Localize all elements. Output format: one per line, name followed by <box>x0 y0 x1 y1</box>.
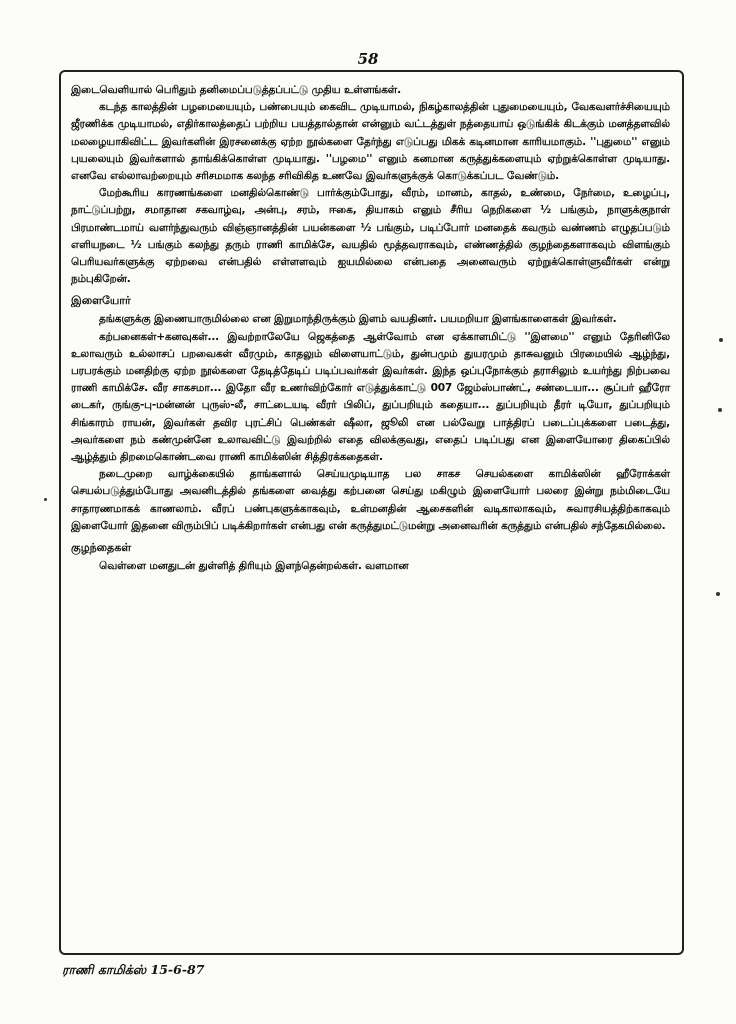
scan-speck <box>44 498 47 501</box>
scan-speck <box>718 408 722 412</box>
section-heading-children: குழந்தைகள் <box>71 541 132 555</box>
youth-paragraph: கற்பனைகள்+கனவுகள்... இவற்றாலேயே ஜெகத்தை ஆள்வோம் என ஏக்காளமிட்டு ''இளமை'' எனும் தேரினிலே உலாவரும் உல்லாசப் பறவைகள் வீரமும், காதலும் விளையாட்டும், துன்பமும் துயரமும் தாசுவனும் பிரமையில் ஆழ்ந்து, பரபரக்கும் மனதிற்கு ஏற்ற நூல்களை தேடித்தேடிப் படிப்பவர்கள் இவர்கள். இந்த ஒப்புநோக்கும் தராசிலும் உயர்ந்து நிற்பவை ராணி காமிக்சே. வீர சாகசமா... இதோ வீர உணர்விற்கோர் எடுத்துக்காட்டு 007 ஜேம்ஸ்பாண்ட், சண்டையா... சூப்பர் ஹீரோ டைகர், ருங்கு-பு-மன்னன் புருஸ்-லீ, சாட்டையடி வீரர் பிலிப், துப்பறியும் கதையா... துப்பறியும் தீரர் டியோ, துப்பறியும் சிங்காரம் ராயன், இவர்கள் தவிர புரட்சிப் பெண்கள் ஷீலா, ஜூலி என பல்வேறு பாத்திரப் படைப்புக்களை படைத்து, அவர்களை நம் கண்முன்னே உலாவவிட்டு இவற்றில் எதை விலக்குவது, எதைப் படிப்பது என இளையோரை திகைப்பில் ஆழ்த்தும் திறமைகொண்டவை ராணி காமிக்ஸின் சித்திரக்கதைகள். <box>71 330 670 464</box>
intro-paragraph: கடந்த காலத்தின் பழமையையும், பண்பையும் கைவிட முடியாமல், நிகழ்காலத்தின் புதுமையையும், வேகவளர்ச்சியையும் ஜீரணிக்க முடியாமல், எதிர்காலத்தைப் பற்றிய பயத்தால்தான் என்னும் வட்டத்துள் நத்தையாய் ஒடுங்கிக் கிடக்கும் மனத்தளவில் மலழையாகிவிட்ட இவர்களின் இரசனைக்கு ஏற்ற நூல்களை தேர்ந்து எடுப்பது மிகக் கடினமான காரியமாகும். ''புதுமை'' எனும் புயலையும் இவர்களால் தாங்கிக்கொள்ள முடியாது. ''பழமை'' எனும் கனமான கருத்துக்களையும் ஏற்றுக்கொள்ள முடியாது. எனவே எல்லாவற்றையும் சரிசமமாக கலந்த சரிவிகித உணவே இவர்களுக்குக் கொடுக்கப்பட வேண்டும். <box>71 101 670 183</box>
intro-paragraph: இடைவெளியால் பெரிதும் தனிமைப்படுத்தப்பட்டு முதிய உள்ளங்கள். <box>71 84 401 96</box>
scan-speck <box>719 338 723 342</box>
scan-speck <box>716 592 720 596</box>
youth-paragraph: தங்களுக்கு இணையாருமில்லை என இறுமாந்திருக்கும் இளம் வயதினர். பயமறியா இளங்காளைகள் இவர்கள். <box>99 313 617 326</box>
section-heading-youth: இளையோர் <box>71 294 131 308</box>
article-frame <box>59 70 684 955</box>
intro-paragraph: மேற்கூரிய காரணங்களை மனதில்கொண்டு பார்க்கும்போது, வீரம், மானம், காதல், உண்மை, நேர்மை, உழைப்பு, நாட்டுப்பற்று, சமாதான சகவாழ்வு, அன்பு, சரம், ஈகை, தியாகம் எனும் சீரிய நெறிகளை ½ பங்கும், நாளுக்குநாள் பிரமாண்டமாய் வளர்ந்துவரும் விஞ்ஞானத்தின் பயன்களை ½ பங்கும், படிப்போர் மனதைக் கவரும் வண்ணம் எழுதப்படும் எளியநடை ½ பங்கும் கலந்து தரும் ராணி காமிக்சே, வயதில் மூத்தவராகவும், எண்ணத்தில் குழந்தைகளாகவும் விளங்கும் பெரியவர்களுக்கு ஏற்றவை என்பதில் எள்ளளவும் ஐயமில்லை என்பதை அனைவரும் ஏற்றுக்கொள்ளுவீர்கள் என்று நம்புகிறேன். <box>71 187 670 286</box>
youth-paragraph: நடைமுறை வாழ்க்கையில் தாங்களால் செய்யமுடியாத பல சாகச செயல்களை காமிக்ஸின் ஹீரோக்கள் செயல்படுத்தும்போது அவனிடத்தில் தங்களை வைத்து கற்பனை செய்து மகிழும் இளையோர் பலரை இன்று நம்மிடையே சாதாரணமாகக் காணலாம். வீரப் பண்புகளுக்காகவும், உள்மனதின் ஆசைகளின் வடிகாலாகவும், சுவாரசியத்திற்காகவும் இளையோர் இதனை விரும்பிப் படிக்கிறார்கள் என்பது என் கருத்துமட்டுமன்று அனைவரின் கருத்தும் என்பதில் சந்தேகமில்லை. <box>71 468 670 532</box>
children-paragraph: வெள்ளை மனதுடன் துள்ளித் திரியும் இளந்தென்றல்கள். வளமான <box>99 560 409 573</box>
page-number: 58 <box>357 50 379 68</box>
footer-source: ராணி காமிக்ஸ் 15-6-87 <box>62 962 205 977</box>
